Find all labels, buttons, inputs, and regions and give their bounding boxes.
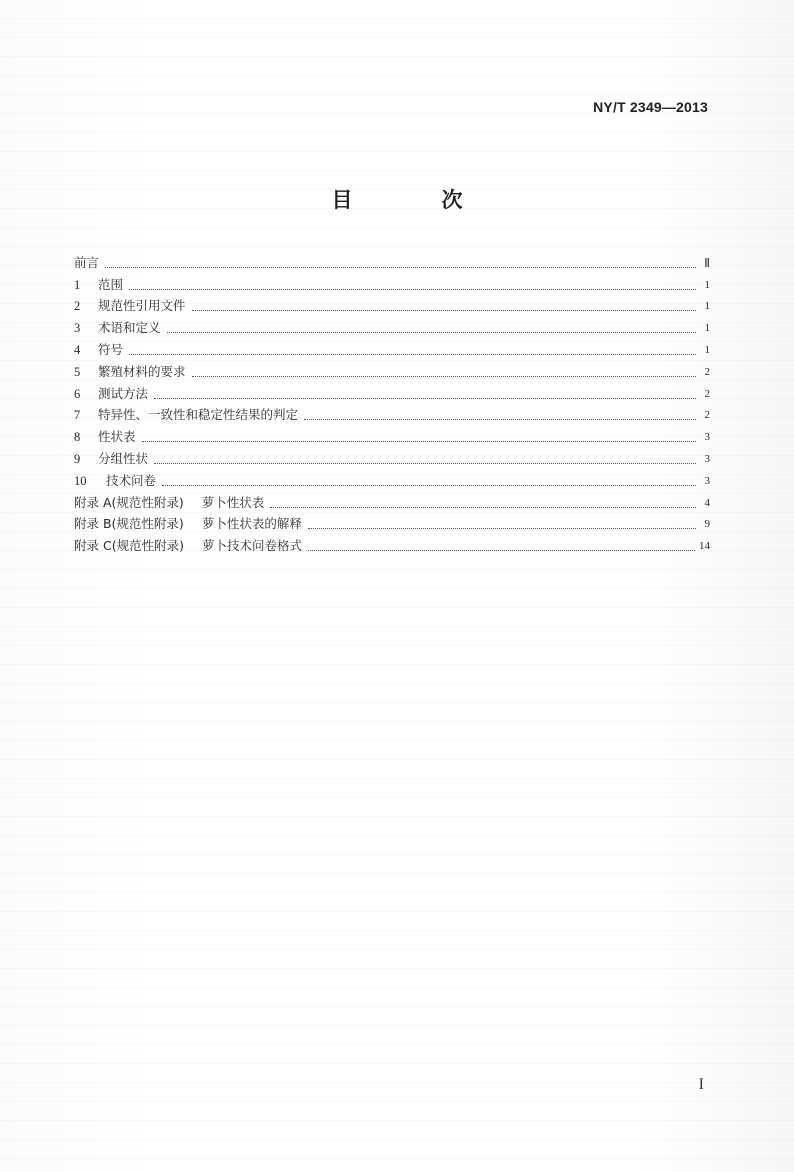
toc-item-appendix-a[interactable]	[74, 490, 712, 512]
toc-item-label: 分组性状	[98, 450, 149, 466]
table-of-contents	[74, 250, 712, 555]
toc-item-appendix-c[interactable]	[74, 533, 712, 555]
toc-leader-dots	[129, 288, 696, 290]
toc-item-label: 规范性引用文件	[98, 298, 186, 314]
toc-appendix-title	[74, 494, 264, 512]
toc-leader-dots	[105, 266, 696, 268]
toc-item-number: 9	[74, 451, 81, 466]
toc-item-propagating-material[interactable]	[74, 359, 712, 381]
toc-item-characteristics-table[interactable]	[74, 424, 712, 446]
toc-item-dus-assessment[interactable]	[74, 403, 712, 425]
toc-item-number: 1	[74, 277, 81, 292]
toc-item-page: 2	[704, 365, 710, 378]
toc-item-page: 9	[704, 518, 710, 531]
toc-item-number: 4	[74, 342, 81, 357]
toc-leader-dots	[142, 440, 696, 442]
toc-appendix-prefix: 附录 B(规范性附录)	[74, 516, 184, 532]
toc-leader-dots	[154, 397, 696, 399]
toc-item-page: 1	[704, 300, 710, 313]
toc-item-test-methods[interactable]	[74, 381, 712, 403]
toc-item-grouping-characteristics[interactable]	[74, 446, 712, 468]
toc-item-number: 3	[74, 321, 81, 336]
toc-item-label: 术语和定义	[98, 320, 161, 336]
toc-item-label: 技术问卷	[106, 472, 157, 488]
toc-item-terms-definitions[interactable]	[74, 315, 712, 337]
toc-appendix-title	[74, 537, 302, 555]
toc-appendix-label: 萝卜性状表的解释	[201, 516, 302, 532]
toc-item-number: 7	[74, 408, 81, 423]
toc-item-page: 4	[704, 496, 710, 509]
toc-item-label: 范围	[98, 276, 124, 292]
toc-item-technical-questionnaire[interactable]	[74, 468, 712, 490]
toc-appendix-prefix: 附录 A(规范性附录)	[74, 494, 184, 510]
toc-item-label: 繁殖材料的要求	[98, 363, 186, 379]
toc-appendix-prefix: 附录 C(规范性附录)	[74, 538, 184, 554]
page-number: I	[698, 1076, 704, 1093]
toc-leader-dots	[308, 527, 696, 529]
toc-leader-dots	[304, 418, 696, 420]
toc-item-page: 1	[704, 343, 710, 356]
toc-leader-dots	[154, 462, 696, 464]
toc-item-page: 2	[704, 409, 710, 422]
toc-item-foreword[interactable]	[74, 250, 712, 272]
toc-item-page: 2	[704, 387, 710, 400]
toc-leader-dots	[192, 375, 696, 377]
toc-item-label: 前言	[74, 254, 100, 270]
standard-code: NY/T 2349—2013	[593, 99, 708, 115]
toc-item-number: 5	[74, 364, 81, 379]
toc-item-page: 3	[704, 452, 710, 465]
toc-item-number: 2	[74, 299, 81, 314]
toc-item-number: 6	[74, 386, 81, 401]
toc-leader-dots	[192, 309, 696, 311]
toc-item-page: 1	[704, 278, 710, 291]
toc-leader-dots	[162, 484, 696, 486]
toc-item-label: 性状表	[98, 429, 136, 445]
toc-appendix-title	[74, 515, 302, 533]
toc-leader-dots	[167, 331, 696, 333]
toc-leader-dots	[308, 549, 695, 551]
toc-item-page: Ⅱ	[704, 255, 710, 270]
toc-item-label: 符号	[98, 341, 124, 357]
toc-item-page: 3	[704, 431, 710, 444]
toc-appendix-label: 萝卜性状表	[201, 494, 265, 510]
toc-title: 目 次	[331, 188, 497, 212]
toc-item-label: 特异性、一致性和稳定性结果的判定	[98, 407, 299, 423]
toc-item-page: 14	[699, 540, 710, 553]
toc-item-number: 8	[74, 430, 81, 445]
toc-leader-dots	[129, 353, 696, 355]
toc-item-label: 测试方法	[98, 385, 149, 401]
toc-item-page: 3	[704, 474, 710, 487]
toc-item-scope[interactable]	[74, 272, 712, 294]
toc-leader-dots	[270, 506, 696, 508]
toc-item-symbols[interactable]	[74, 337, 712, 359]
toc-item-number: 10	[74, 473, 87, 488]
toc-appendix-label: 萝卜技术问卷格式	[201, 538, 302, 554]
toc-item-page: 1	[704, 322, 710, 335]
toc-item-normative-references[interactable]	[74, 294, 712, 316]
toc-item-appendix-b[interactable]	[74, 512, 712, 534]
